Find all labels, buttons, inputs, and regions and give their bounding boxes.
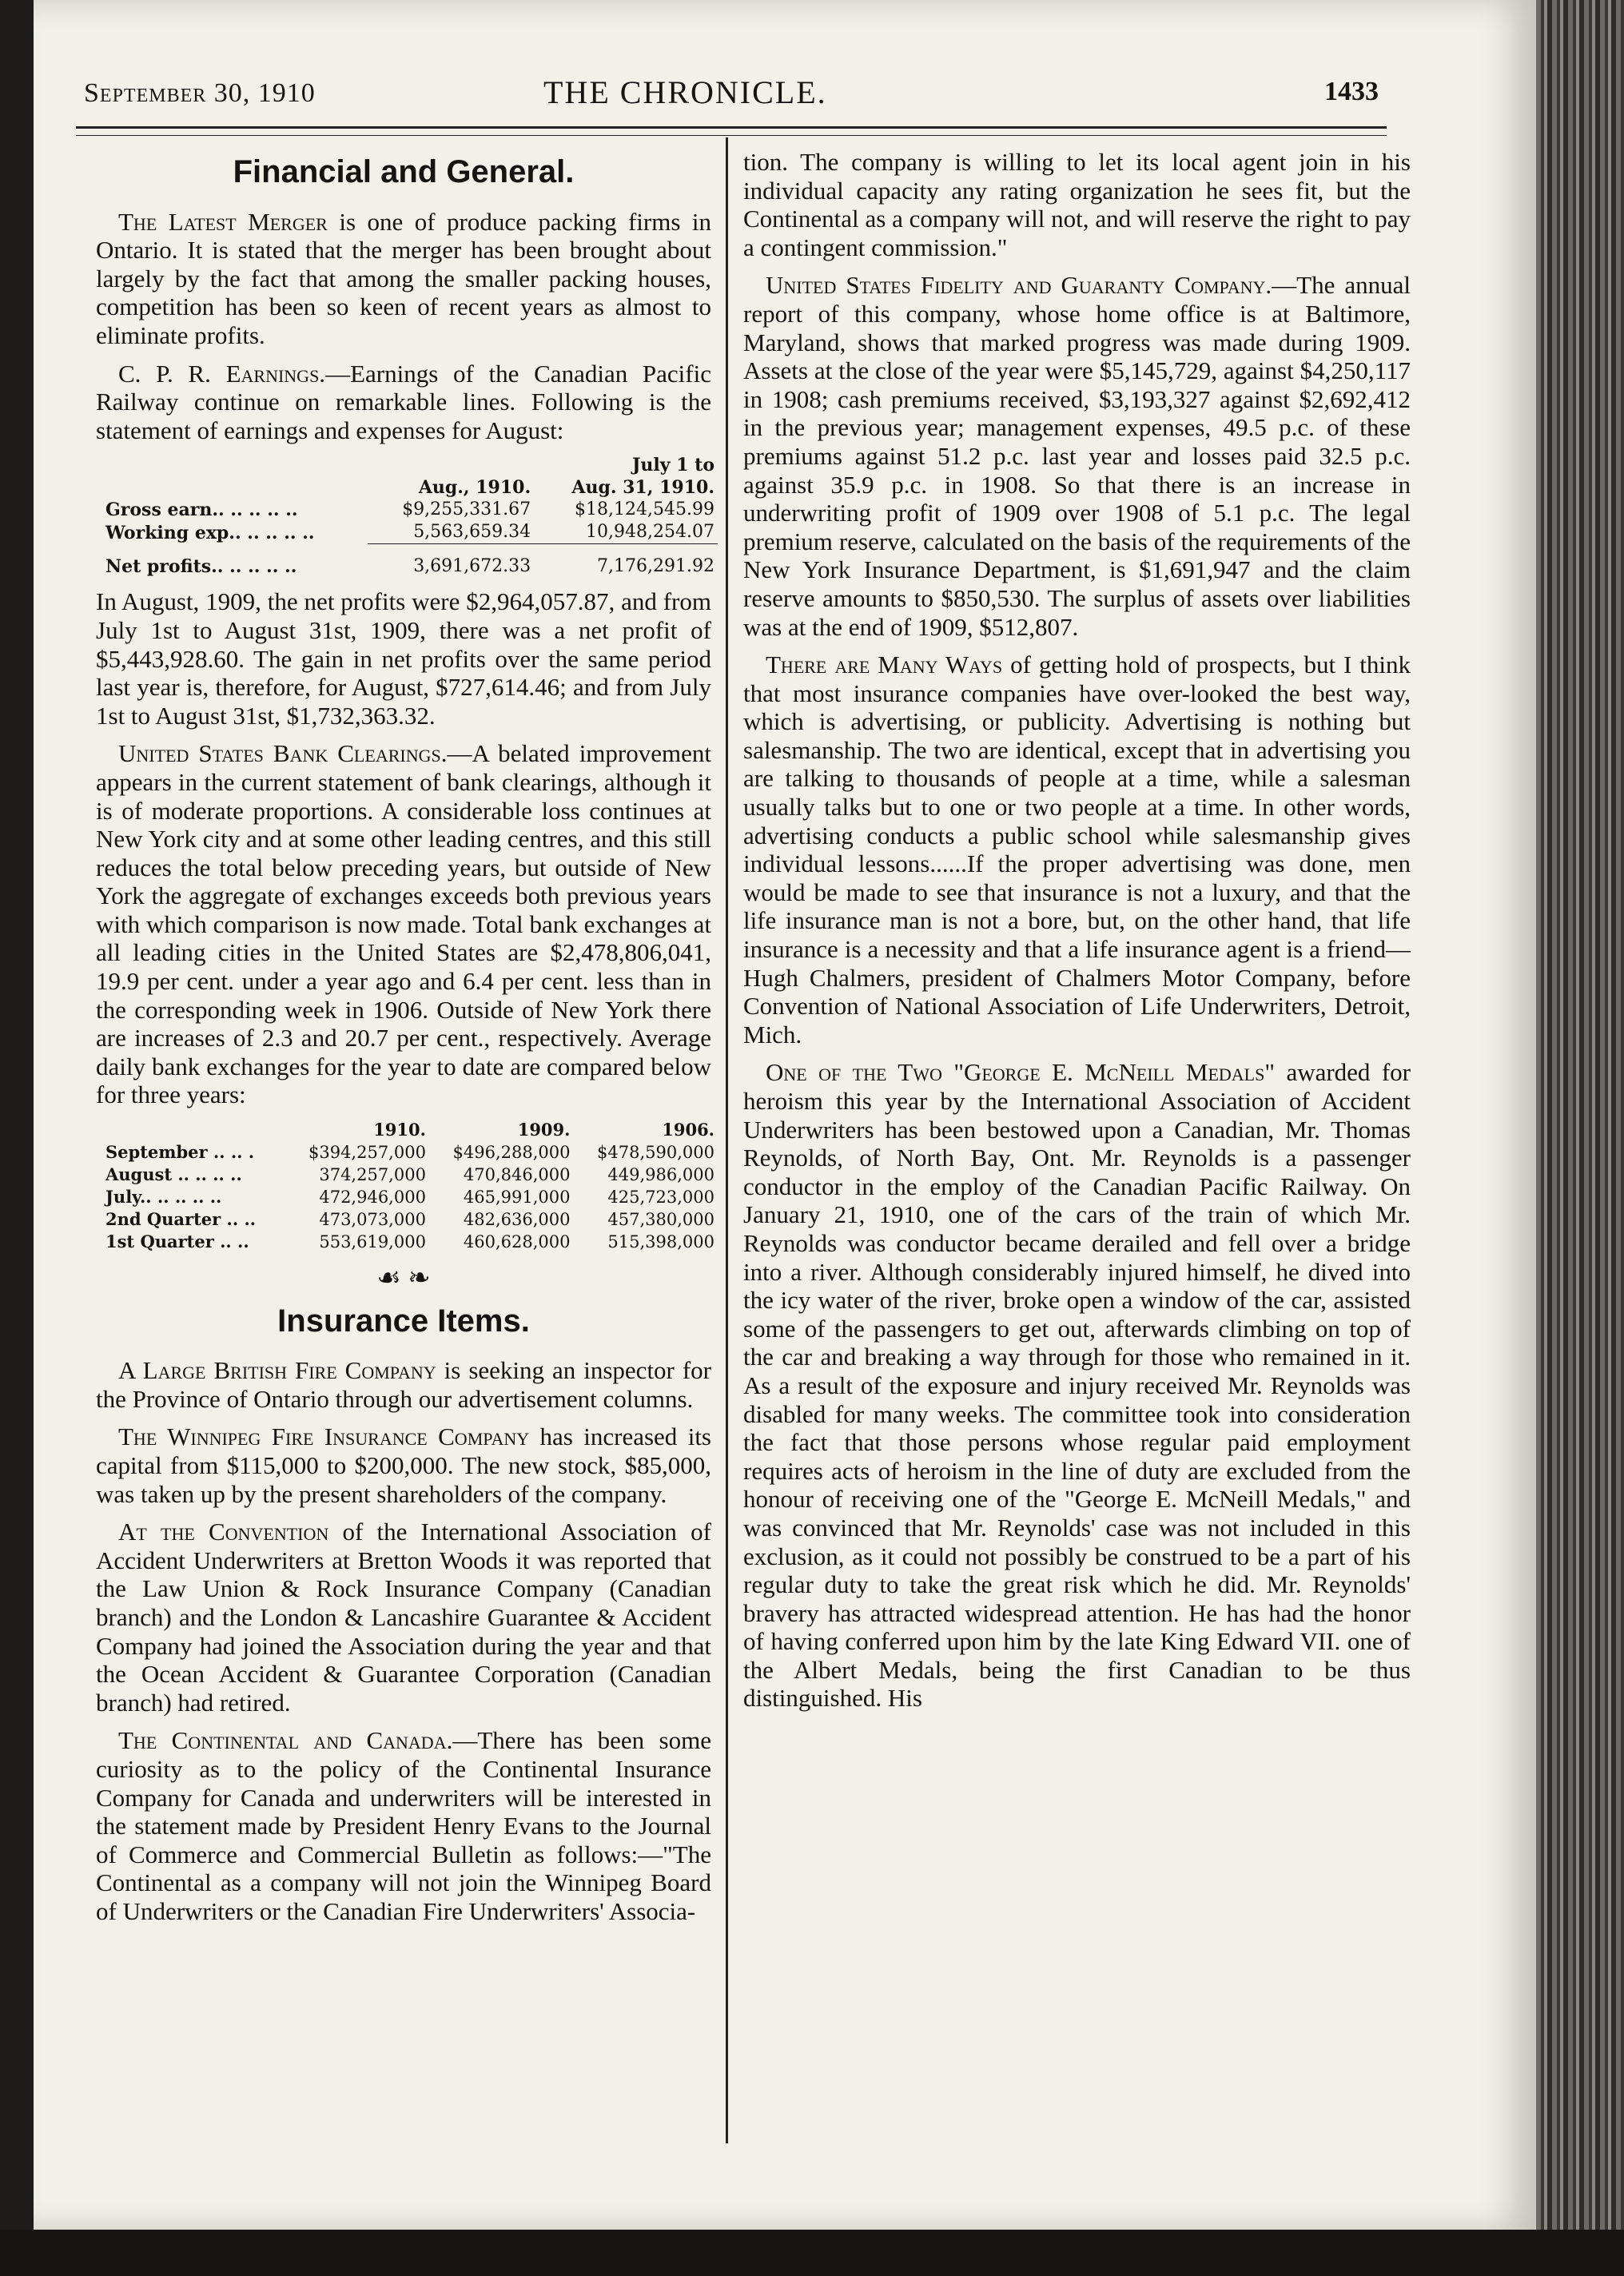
- table-cell: $18,124,545.99: [575, 499, 714, 520]
- running-header: [84, 74, 1379, 121]
- page-number: 1433: [1324, 77, 1379, 106]
- table-row: [102, 555, 718, 578]
- paragraph-cpr-earnings: [96, 360, 711, 445]
- row-label: Working exp.. .. .. .. ..: [105, 522, 315, 543]
- paragraph-latest-merger: [96, 208, 711, 350]
- table-cell: $496,288,000: [452, 1143, 571, 1163]
- scan-bottom-edge: [0, 2230, 1624, 2276]
- section-ornament: ☙ ❧: [376, 1263, 431, 1294]
- table-cell: 449,986,000: [607, 1165, 714, 1185]
- clearings-table: [102, 1119, 718, 1253]
- table-cell: 482,636,000: [463, 1210, 571, 1230]
- paragraph-mcneill-medals: [743, 1058, 1411, 1713]
- column-divider: [726, 137, 728, 2143]
- section-heading-financial: Financial and General.: [233, 154, 575, 189]
- paragraph-text: awarded for heroism this year by the International Association of Accident Underwriters has been bestowed upon a Canadian, Mr. Thomas Reynolds, of North Bay, Ont. Mr. Reynolds is a passenger conductor in the employ of the Canadian Pacific Railway. On January 21, 1910, one of the cars of the train of which Mr. Reynolds was conductor became derailed and fell over a bridge into a river. Although considerably injured himself, he dived into the icy water of the river, broke open a window of the car, assisted some of the passengers to get out, afterwards climbing on top of the car and breaking a way through for those who remained in it. As a result of the exposure and injury received Mr. Reynolds was disabled for many weeks. The committee took into consideration the fact that those persons whose regular paid employment requires acts of heroism in the line of duty are excluded from the honour of receiving one of the "George E. McNeill Medals," and was convinced that Mr. Reynolds' case was not included in this exclusion, as it could not possibly be construed to be a part of his regular duty to take the great risk which he did. Mr. Reynolds' bravery has attracted widespread attention. He has had the honor of having conferred upon him by the late King Edward VII. one of the Albert Medals, being the first Canadian to be thus distinguished. His: [743, 1058, 1411, 1713]
- table-cell: 470,846,000: [463, 1165, 571, 1185]
- lead-in: There are Many Ways: [766, 651, 1003, 679]
- table-cell: $394,257,000: [308, 1143, 426, 1163]
- earnings-table: [102, 454, 718, 578]
- left-column: [96, 144, 714, 1936]
- table-header: Aug., 1910.: [418, 477, 531, 499]
- header-date: September 30, 1910: [84, 78, 316, 108]
- table-cell: $478,590,000: [597, 1143, 714, 1163]
- table-cell: 465,991,000: [463, 1188, 571, 1208]
- table-row: [102, 1231, 718, 1253]
- row-label: August .. .. .. ..: [105, 1164, 242, 1185]
- row-label: Net profits.. .. .. .. ..: [105, 556, 297, 578]
- header-title: THE CHRONICLE.: [543, 74, 827, 110]
- table-cell: 457,380,000: [607, 1210, 714, 1230]
- paragraph-text: has increased its capital from $115,000 to $200,000. The new stock, $85,000, was taken up by the present shareholders of the company.: [96, 1422, 711, 1508]
- table-row: [102, 1186, 718, 1208]
- book-gutter: [1536, 0, 1624, 2276]
- paragraph-continental: [96, 1726, 711, 1925]
- paragraph-net-profits: In August, 1909, the net profits were $2,964,057.87, and from July 1st to August 31st, 1909, there was a net profit of $5,443,928.60. The gain in net profits over the same period last year is, therefore, for August, $727,614.46; and from July 1st to August 31st, $1,732,363.32.: [96, 587, 711, 730]
- paragraph-text: of getting hold of prospects, but I think that most insurance companies have over-looked the best way, which is advertising, or publicity. Advertising is nothing but salesmanship. The two are identical, except that in advertising you are talking to thousands of people at a time, while a salesman usually talks but to one or two people at a time. In other words, advertising conducts a public school while salesmanship gives individual lessons......If the proper advertising was done, men would be made to see that insurance is not a luxury, and that the life insurance man is not a bore, but, on the other hand, that life insurance is a necessity and that a life insurance agent is a friend—Hugh Chalmers, president of Chalmers Motor Company, before Convention of National Association of Life Underwriters, Detroit, Mich.: [743, 651, 1411, 1048]
- table-cell: 515,398,000: [607, 1232, 714, 1252]
- table-cell: 460,628,000: [463, 1232, 571, 1252]
- table-cell: 5,563,659.34: [413, 522, 531, 543]
- lead-in: United States Fidelity and Guaranty Company.: [766, 271, 1272, 300]
- table-cell: 7,176,291.92: [597, 556, 714, 577]
- paragraph-continental-cont: tion. The company is willing to let its local agent join in his individual capacity any rating organization he sees fit, but the Continental as a company will not, and will reserve the right to pay a contingent commission.": [743, 148, 1411, 261]
- table-row: [102, 521, 718, 544]
- lead-in: At the Convention: [118, 1518, 329, 1546]
- paragraph-many-ways: [743, 651, 1411, 1048]
- paragraph-bank-clearings: [96, 739, 711, 1109]
- table-cell: $9,255,331.67: [402, 499, 531, 520]
- paragraph-winnipeg-fire: [96, 1422, 711, 1508]
- lead-in: The Continental and Canada.: [118, 1726, 453, 1755]
- table-header: 1909.: [517, 1120, 571, 1140]
- lead-in: A Large British Fire Company: [118, 1356, 436, 1385]
- paragraph-convention: [96, 1518, 711, 1717]
- table-cell: 473,073,000: [319, 1210, 426, 1230]
- lead-in: C. P. R. Earnings.: [118, 359, 326, 388]
- lead-in: The Winnipeg Fire Insurance Company: [118, 1422, 530, 1451]
- lead-in: One of the Two "George E. McNeill Medals": [766, 1058, 1276, 1087]
- row-label: September .. .. .: [105, 1142, 255, 1163]
- table-header: 1906.: [662, 1120, 714, 1140]
- table-row: [102, 1208, 718, 1231]
- section-heading-insurance: Insurance Items.: [277, 1303, 530, 1339]
- paragraph-british-fire: [96, 1356, 711, 1413]
- table-cell: 553,619,000: [319, 1232, 426, 1252]
- table-cell: 10,948,254.07: [586, 522, 714, 543]
- lead-in: United States Bank Clearings.: [118, 739, 448, 768]
- paragraph-text: —A belated improvement appears in the current statement of bank clearings, although it is of moderate proportions. A considerable loss continues at New York city and at some other leading centres, and this still reduces the total below preceding years, but outside of New York the aggregate of exchanges exceeds both previous years with which comparison is now made. Total bank exchanges at all leading cities in the United States are $2,478,806,041, 19.9 per cent. under a year ago and 6.4 per cent. less than in the corresponding week in 1906. Outside of New York there are increases of 2.3 and 20.7 per cent., respectively. Average daily bank exchanges for the year to date are compared below for three years:: [96, 739, 711, 1109]
- table-row: [102, 1141, 718, 1164]
- table-row: [102, 1164, 718, 1186]
- row-label: 2nd Quarter .. ..: [105, 1209, 257, 1230]
- table-header: Aug. 31, 1910.: [571, 477, 714, 499]
- row-label: 1st Quarter .. ..: [105, 1232, 249, 1252]
- paragraph-fidelity-guaranty: [743, 271, 1411, 641]
- table-cell: 374,257,000: [319, 1165, 426, 1185]
- table-row: [102, 499, 718, 521]
- table-header: 1910.: [373, 1120, 426, 1140]
- row-label: July.. .. .. .. ..: [105, 1187, 222, 1208]
- paragraph-text: —There has been some curiosity as to the policy of the Continental Insurance Company for Canada and underwriters will be interested in the statement made by President Henry Evans to the Journal of Commerce and Commercial Bulletin as follows:—"The Continental as a company will not join the Winnipeg Board of Underwriters or the Canadian Fire Underwriters' Associa-: [96, 1726, 711, 1925]
- table-header: July 1 to: [631, 455, 714, 476]
- header-rule: [76, 126, 1387, 136]
- lead-in: The Latest Merger: [118, 207, 328, 236]
- row-label: Gross earn.. .. .. .. ..: [105, 499, 298, 521]
- paragraph-text: —The annual report of this company, whose home office is at Baltimore, Maryland, shows that marked progress was made during 1909. Assets at the close of the year were $5,145,729, against $4,250,117 in 1908; cash premiums received, $3,193,327 against $2,692,412 in the previous year; management expenses, 49.5 p.c. of these premiums against 51.2 p.c. last year and losses paid 32.5 p.c. against 35.9 p.c. in 1908. So that there is an increase in underwriting profit of 1909 over 1908 of 5.1 p.c. The legal premium reserve, calculated on the basis of the requirements of the New York Insurance Department, is $1,691,947 and the claim reserve amounts to $850,530. The surplus of assets over liabilities was at the end of 1909, $512,807.: [743, 271, 1411, 641]
- right-column: [743, 148, 1411, 1722]
- paragraph-text: is seeking an inspector for the Province of Ontario through our advertisement columns.: [96, 1356, 712, 1413]
- paragraph-text: is one of produce packing firms in Ontario. It is stated that the merger has been brought about largely by the fact that among the smaller packing houses, competition has been so keen of recent years as almost to eliminate profits.: [96, 207, 712, 349]
- paragraph-text: —Earnings of the Canadian Pacific Railway continue on remarkable lines. Following is the statement of earnings and expenses for August:: [96, 359, 711, 444]
- table-cell: 3,691,672.33: [413, 556, 531, 577]
- paragraph-text: of the International Association of Accident Underwriters at Bretton Woods it was reported that the Law Union & Rock Insurance Company (Canadian branch) and the London & Lancashire Guarantee & Accident Company had joined the Association during the year and that the Ocean Accident & Guarantee Corporation (Canadian branch) had retired.: [96, 1518, 711, 1717]
- table-cell: 472,946,000: [319, 1188, 426, 1208]
- table-cell: 425,723,000: [607, 1188, 714, 1208]
